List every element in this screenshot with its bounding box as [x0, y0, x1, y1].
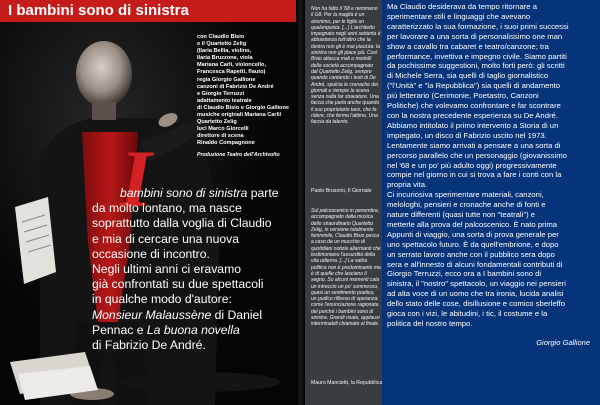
intro-line: e mia di cercare una nuova: [92, 231, 240, 246]
intro-text: Pennac e: [92, 322, 147, 337]
intro-text: di Daniel: [211, 307, 263, 322]
intro-line: di Fabrizio De André.: [92, 338, 206, 353]
credit-line: Mariana Carli, violoncello,: [197, 62, 267, 69]
director-note-line: impiegato, un disco di Fabrizio uscito nel 1973.: [387, 130, 547, 140]
director-note: [382, 0, 600, 405]
cast-credits: [197, 34, 294, 159]
credit-line: e Giorgio Terruzzi: [197, 90, 245, 97]
review-quote: Sul palcoscenico in penombra, accompagnato dalla musica dello straordinario Quartetto Zelig, in versione totalmente femminile, Claudio Bisio pesca a caso da un mucchio di quotidiani notizie allarmanti che testimoniano l'assurdità della vita odierna. [...] La satira politica non è predominante ma è di quelle che lasciano il segno. Su alcuni momenti cala un intreccio un po' sommesso, quasi un sentimento poetico, un pudico riflesso di speranza: come l'enunciazione ragionata del perché i bambini sono di sinistra. Grandi risate, applausi interminabili chiamate al finale.: [311, 208, 381, 328]
page-gutter: [296, 0, 305, 405]
director-note-line: con la nostra precedente esperienza su De André.: [387, 110, 558, 120]
article-title: I bambini sono di sinistra: [8, 2, 189, 19]
intro-line: occasione di incontro.: [92, 246, 210, 261]
show-title: bambini sono di sinistra: [120, 186, 248, 200]
director-note-text: [387, 2, 599, 329]
director-note-line: per lavorare a una sorta di personalissimo one man: [387, 31, 563, 41]
director-note-line: Abbiamo intitolato il primo intervento a Storia di un: [387, 120, 559, 130]
credit-line: e il Quartetto Zelig: [197, 41, 247, 48]
director-note-line: Giorgio Terruzzi, ecco ora a I bambini sono di: [387, 269, 542, 279]
director-note-line: metterle alla prova del palcoscenico. È nato prima: [387, 219, 558, 229]
production-credit: Produzione Teatro dell'Archivolto: [197, 151, 280, 158]
intro-text: parte: [247, 186, 279, 200]
intro-line: [92, 323, 296, 338]
intro-line: Negli ultimi anni ci eravamo: [92, 262, 242, 277]
director-note-line: un serrato lavoro anche con il pubblico sera dopo: [387, 249, 555, 259]
left-page: [0, 0, 296, 405]
signature: Giorgio Gallione: [536, 338, 590, 347]
director-note-line: sinistra, il "nostro" spettacolo, un viaggio nei pensieri: [387, 279, 566, 289]
credit-line: regia Giorgio Gallione: [197, 76, 256, 83]
intro-line: già confrontati su due spettacoli: [92, 277, 264, 292]
director-note-line: di Michele Serra, sia quelli di taglio giornalistico: [387, 71, 549, 81]
credit-line: canzoni di Fabrizio De André: [197, 83, 274, 90]
intro-paragraph: [92, 186, 296, 353]
director-note-line: dello stato delle cose, disillusione e comico sberleffo: [387, 299, 566, 309]
review-column: [305, 0, 382, 405]
credit-line: musiche originali Mariana Carli/: [197, 112, 282, 119]
director-note-line: uno spettacolo futuro. È da quell'embrione, e dopo: [387, 239, 559, 249]
director-note-line: caratterizzato la sua formazione, i suoi primi successi: [387, 21, 569, 31]
show-title: Monsieur Malaussène: [92, 307, 212, 322]
credit-line: Quartetto Zelig: [197, 119, 237, 126]
director-note-line: nature differenti (quasi tutte non "teatrali") e: [387, 210, 536, 220]
credit-line: Rinaldo Compagnone: [197, 140, 255, 147]
director-note-line: gioca con i vizi, le abitudini, i tic, il costume e la: [387, 309, 548, 319]
director-note-line: da pochissime suggestioni, molto forti però: gli scritti: [387, 61, 565, 71]
director-note-line: Ma Claudio desiderava da tempo ritornare a: [387, 2, 537, 11]
intro-line: [92, 308, 296, 323]
director-note-line: nel '68 e un po' più adulto oggi) progressivamente: [387, 160, 557, 170]
director-note-line: Ci incuriosiva sperimentare materiali, canzoni,: [387, 190, 544, 200]
intro-line: soprattutto dalla voglia di Claudio: [92, 216, 272, 231]
credit-line: luci Marco Giorcelli: [197, 126, 249, 133]
director-note-line: show a cavallo tra cabaret e teatro/canzone; tra: [387, 41, 549, 51]
review-source: Paolo Brusorio, Il Giornale: [311, 188, 372, 194]
credit-line: di Claudio Bisio e Giorgio Gallione: [197, 104, 289, 111]
director-note-line: sperimentare stili e linguaggi che avevano: [387, 11, 531, 21]
credit-line: con Claudio Bisio: [197, 34, 245, 40]
show-title: La buona novella: [146, 322, 240, 337]
credit-line: direttore di scena: [197, 133, 244, 140]
director-note-line: compie nel giorno in cui si trova a fare i conti con la: [387, 170, 562, 180]
credit-line: Francesca Rapetti, flauto): [197, 69, 266, 76]
director-note-line: ad alta voce di un uomo che tra ironia, lucida analisi: [387, 289, 564, 299]
director-note-line: propria vita.: [387, 180, 428, 190]
director-note-line: sera e all'innesto di alcuni fondamentali contributi di: [387, 259, 563, 269]
director-note-line: Lentamente siamo arrivati a pensare a una sorta di: [387, 140, 561, 150]
director-note-line: percorso parallelo che un personaggio (giovanissimo: [387, 150, 567, 160]
title-bar: [0, 0, 296, 22]
credit-line: adattamento teatrale: [197, 97, 252, 104]
director-note-line: Appunti di viaggio, una sorta di prova generale per: [387, 229, 559, 239]
director-note-line: performance, invettiva e impegno civile. Siamo partiti: [387, 51, 567, 61]
director-note-line: politica del nostro tempo.: [387, 319, 473, 328]
director-note-line: melologhi, pensieri e cronache anche di fonti e: [387, 200, 546, 210]
credit-line: (Ilaria Bellia, violino,: [197, 48, 252, 55]
credit-line: Ilaria Bruzzone, viola: [197, 55, 253, 62]
director-note-line: Politiche) che volevamo confrontare e far scontrare: [387, 101, 561, 111]
intro-line: in qualche modo d'autore:: [92, 292, 232, 307]
review-source: Mauro Mancietti, la Repubblica: [311, 380, 382, 386]
director-note-line: più letterario (Cerimonie, Poetastro, Canzoni: [387, 91, 539, 101]
review-quote: Non ha fatto il '68 e nemmeno il G8. Per la maglia è un anonimo, per le figlie un qualunquista. [...] L'architetto impegnato negli anni settanta è abbastanza tutt'altro che la destra non gli è mai piaciuta: la sinistra non gli piace più. Così Bisio attacca mali e modelli della società accompagnato dal Quartetto Zelig, sempre quando cantando i testi di De André, spulcia le cronache dei giornali e riempie la scena senza nulla far sbavature. Una faccia che parla anche quando il suo proprietario tace, che fa ridere, che ferma l'attimo. Una faccia da talento.: [311, 6, 381, 126]
director-note-line: ("l'Unità" e "la Repubblica") sia quelli di andamento: [387, 81, 561, 91]
intro-line: [92, 186, 296, 201]
drop-cap: I: [120, 133, 152, 224]
intro-line: da molto lontano, ma nasce: [92, 201, 242, 216]
